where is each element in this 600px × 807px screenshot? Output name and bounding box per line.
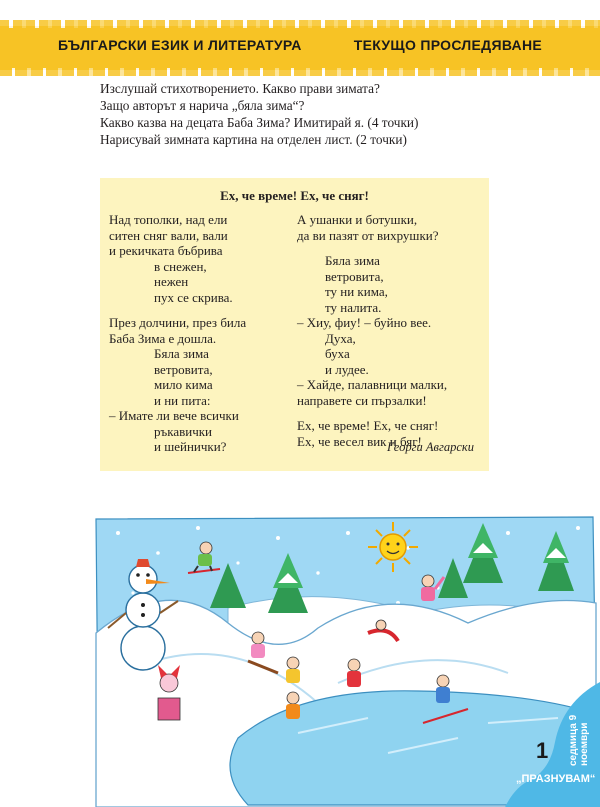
poem-line: мило кима — [154, 377, 213, 392]
poem-line: и ни пита: — [154, 392, 211, 408]
section-title: ТЕКУЩО ПРОСЛЕДЯВАНЕ — [353, 37, 542, 53]
poem-line: нежен — [154, 274, 189, 289]
poem-line: Ех, че време! Ех, че сняг! — [297, 418, 439, 433]
poem-line: Бяла зима — [154, 346, 209, 361]
poem-line: Над тополки, над ели — [109, 212, 228, 227]
poem-line: ситен сняг вали, вали — [109, 227, 228, 243]
poem-author: Георги Авгарски — [387, 440, 474, 454]
poem-line: През долчини, през била — [109, 315, 247, 330]
poem-left-column — [109, 212, 299, 455]
poem-line: ветровита, — [325, 268, 384, 284]
section-caption: „ПРАЗНУВАМ“ — [516, 773, 596, 785]
week-label — [568, 706, 598, 766]
poem-line: да ви пазят от вихрушки? — [297, 227, 439, 243]
header-band — [0, 26, 600, 70]
poem-line: – Хиу, фиу! – буйно вее. — [297, 315, 432, 330]
poem-line: ту налита. — [325, 299, 382, 315]
week-month: ноември — [579, 722, 590, 766]
poem-right-column — [297, 212, 487, 449]
instruction-line: Нарисувай зимната картина на отделен лист. (2 точки) — [100, 132, 407, 147]
poem-line: Духа, — [325, 330, 356, 346]
poem-line: в снежен, — [154, 258, 207, 274]
poem-line: ту ни кима, — [325, 284, 388, 299]
instruction-line: Изслушай стихотворението. Какво прави зимата? — [100, 81, 380, 96]
poem-line: А ушанки и ботушки, — [297, 212, 418, 227]
poem-title: Ех, че време! Ех, че сняг! — [220, 188, 369, 203]
poem-line: и рекичката бъбрива — [109, 243, 223, 258]
poem-line: буха — [325, 346, 350, 361]
instruction-line: Какво казва на децата Баба Зима? Имитирай я. (4 точки) — [100, 115, 419, 130]
poem-line: Баба Зима е дошла. — [109, 330, 217, 346]
poem-line: и лудее. — [325, 361, 369, 377]
poem-box — [100, 178, 489, 471]
subject-title: БЪЛГАРСКИ ЕЗИК И ЛИТЕРАТУРА — [58, 37, 302, 53]
poem-line: Бяла зима — [325, 253, 380, 268]
poem-line: и шейнички? — [154, 439, 227, 454]
poem-line: пух се скрива. — [154, 289, 233, 305]
poem-line: – Имате ли вече всички — [109, 408, 239, 423]
poem-line: Ех, че весел вик и бяг! — [297, 433, 422, 449]
poem-line: – Хайде, палавници малки, — [297, 377, 448, 392]
poem-line: направете си пързалки! — [297, 392, 427, 408]
instruction-line: Защо авторът я нарича „бяла зима“? — [100, 98, 305, 113]
task-instructions — [100, 80, 418, 148]
poem-line: ръкавички — [154, 423, 213, 439]
week-number: седмица 9 — [568, 714, 579, 766]
page-number: 1 — [536, 738, 549, 763]
poem-line: ветровита, — [154, 361, 213, 377]
